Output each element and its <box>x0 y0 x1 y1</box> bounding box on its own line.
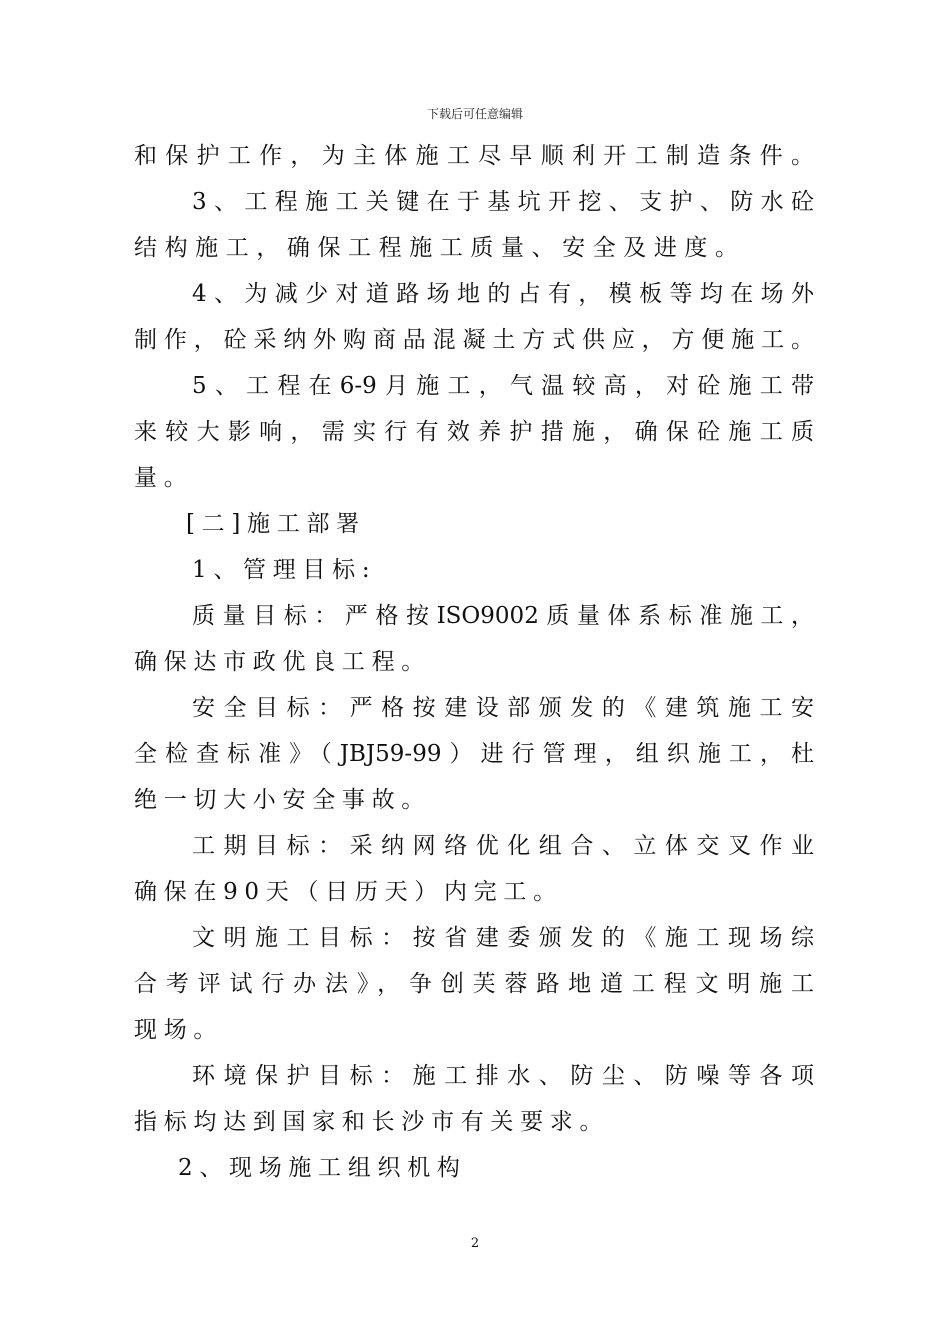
body-line: 3、工程施工关键在于基坑开挖、支护、防水砼 <box>192 189 814 215</box>
body-line: 量。 <box>134 465 194 491</box>
body-line: 指标均达到国家和长沙市有关要求。 <box>134 1109 610 1135</box>
page-number: 2 <box>470 1236 480 1251</box>
body-line: 来较大影响，需实行有效养护措施，确保砼施工质 <box>134 419 814 445</box>
body-line: 制作，砼采纳外购商品混凝土方式供应，方便施工。 <box>134 327 814 353</box>
body-line: 工期目标：采纳网络优化组合、立体交叉作业 <box>192 833 814 859</box>
body-line: 质量目标：严格按ISO9002质量体系标准施工， <box>192 603 814 629</box>
body-line: 结构施工，确保工程施工质量、安全及进度。 <box>134 235 738 261</box>
body-line: 绝一切大小安全事故。 <box>134 787 431 813</box>
body-line: 4、为减少对道路场地的占有，模板等均在场外 <box>192 281 814 307</box>
body-line: 和保护工作，为主体施工尽早顺利开工制造条件。 <box>134 143 814 169</box>
body-line: 现场。 <box>134 1017 224 1043</box>
body-line: 文明施工目标：按省建委颁发的《施工现场综 <box>192 925 814 951</box>
section-heading: [二]施工部署 <box>186 511 366 537</box>
body-line: 全检查标准》（JBJ59-99）进行管理，组织施工，杜 <box>134 741 814 767</box>
subsection-heading: 2、现场施工组织机构 <box>178 1155 467 1181</box>
body-line: 确保在90天（日历天）内完工。 <box>134 879 563 905</box>
body-line: 5、工程在6-9月施工，气温较高，对砼施工带 <box>192 373 814 399</box>
subsection-heading: 1、管理目标: <box>192 557 377 583</box>
body-line: 合考评试行办法》，争创芙蓉路地道工程文明施工 <box>134 971 814 997</box>
page-header-note: 下载后可任意编辑 <box>426 107 523 121</box>
body-line: 确保达市政优良工程。 <box>134 649 431 675</box>
body-line: 安全目标：严格按建设部颁发的《建筑施工安 <box>192 695 814 721</box>
body-line: 环境保护目标：施工排水、防尘、防噪等各项 <box>192 1063 814 1089</box>
